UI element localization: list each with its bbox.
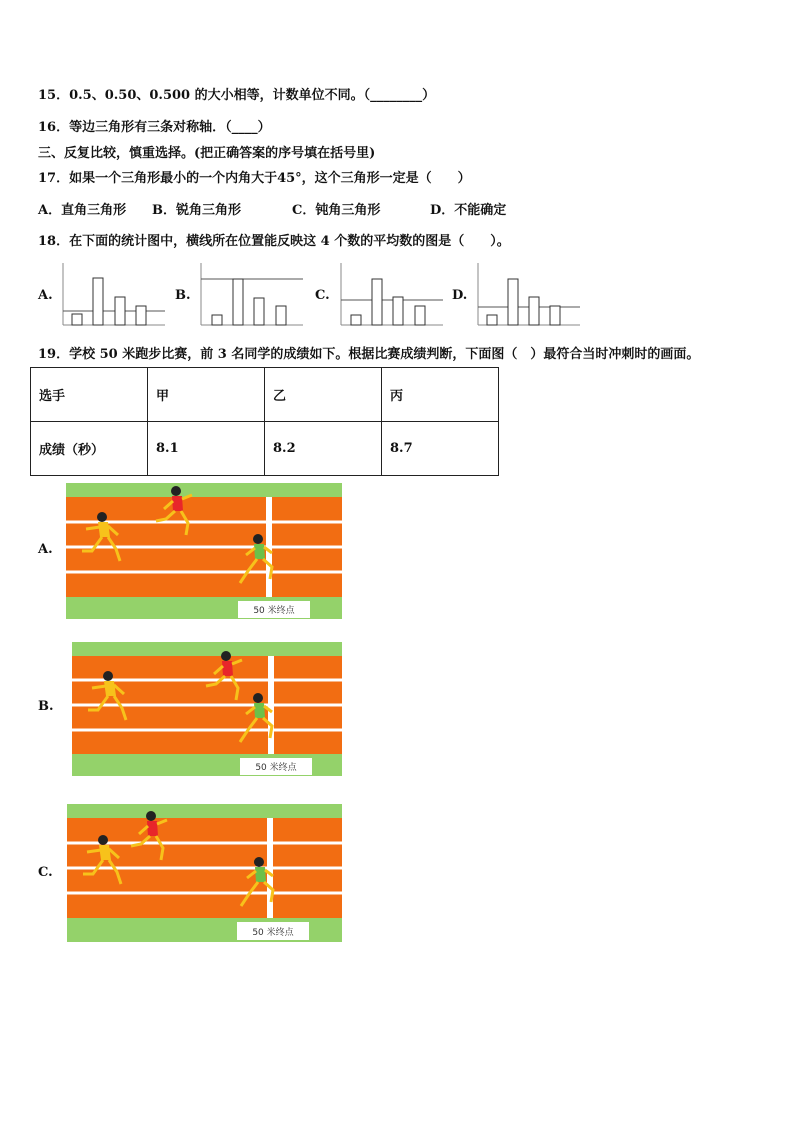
finish-sign-text: 50 米终点: [252, 928, 294, 938]
score-table: [30, 367, 499, 476]
picture-option-b-label: B.: [38, 699, 54, 714]
picture-option-b: [72, 642, 342, 776]
chart-d-bar-2: [508, 279, 518, 325]
chart-c-bar-2: [372, 279, 382, 325]
finish-line: [267, 818, 273, 918]
section-3-heading: 三、反复比较，慎重选择。(把正确答案的序号填在括号里): [38, 146, 376, 161]
finish-sign-text: 50 米终点: [255, 763, 297, 773]
chart-a-bar-1: [72, 314, 82, 325]
chart-a-bar-2: [93, 278, 103, 325]
table-header-cell: 乙: [265, 368, 382, 422]
chart-d-bar-1: [487, 315, 497, 325]
table-header-cell: 丙: [382, 368, 499, 422]
chart-option-c-label: C.: [315, 288, 330, 303]
picture-option-c: [67, 804, 342, 942]
question-15: 15．0.5、0.50、0.500 的大小相等，计数单位不同。（________）: [38, 88, 436, 103]
chart-option-b: [200, 263, 304, 327]
table-header-cell: 甲: [148, 368, 265, 422]
option-b: B．锐角三角形: [152, 203, 241, 218]
picture-option-c-label: C.: [38, 865, 53, 880]
chart-b-bar-3: [254, 298, 264, 325]
chart-option-d: [477, 263, 581, 327]
chart-c-bar-4: [415, 306, 425, 325]
question-19: 19．学校 50 米跑步比赛，前 3 名同学的成绩如下。根据比赛成绩判断，下面图（ ）最符合当时冲刺时的画面。: [38, 347, 700, 362]
table-header-cell: 选手: [31, 368, 148, 422]
table-row: [31, 422, 499, 476]
table-cell: 8.7: [382, 422, 499, 476]
table-row: [31, 368, 499, 422]
option-a: A．直角三角形: [38, 203, 127, 218]
chart-c-bar-1: [351, 315, 361, 325]
chart-a-bar-4: [136, 306, 146, 325]
table-cell: 8.2: [265, 422, 382, 476]
chart-option-a-label: A.: [38, 288, 53, 303]
question-17-options: [38, 199, 506, 218]
chart-d-bar-4: [550, 306, 560, 325]
chart-b-bar-1: [212, 315, 222, 325]
question-16: 16．等边三角形有三条对称轴．（____）: [38, 120, 271, 135]
table-cell: 8.1: [148, 422, 265, 476]
table-cell: 成绩（秒）: [31, 422, 148, 476]
chart-option-c: [340, 263, 444, 327]
chart-option-d-label: D.: [452, 288, 468, 303]
chart-b-bar-2: [233, 279, 243, 325]
question-18: 18．在下面的统计图中，横线所在位置能反映这 4 个数的平均数的图是（ ）。: [38, 234, 510, 249]
chart-c-bar-3: [393, 297, 403, 325]
chart-option-b-label: B.: [175, 288, 191, 303]
option-c: C．钝角三角形: [292, 203, 381, 218]
finish-line: [266, 497, 272, 597]
picture-option-a-label: A.: [38, 542, 53, 557]
chart-option-a: [62, 263, 166, 327]
chart-a-bar-3: [115, 297, 125, 325]
finish-sign-text: 50 米终点: [253, 606, 295, 616]
chart-b-bar-4: [276, 306, 286, 325]
picture-option-a: [66, 483, 342, 619]
finish-line: [268, 656, 274, 754]
option-d: D．不能确定: [430, 203, 507, 218]
question-17: 17．如果一个三角形最小的一个内角大于45°，这个三角形一定是（ ）: [38, 171, 471, 186]
chart-d-bar-3: [529, 297, 539, 325]
